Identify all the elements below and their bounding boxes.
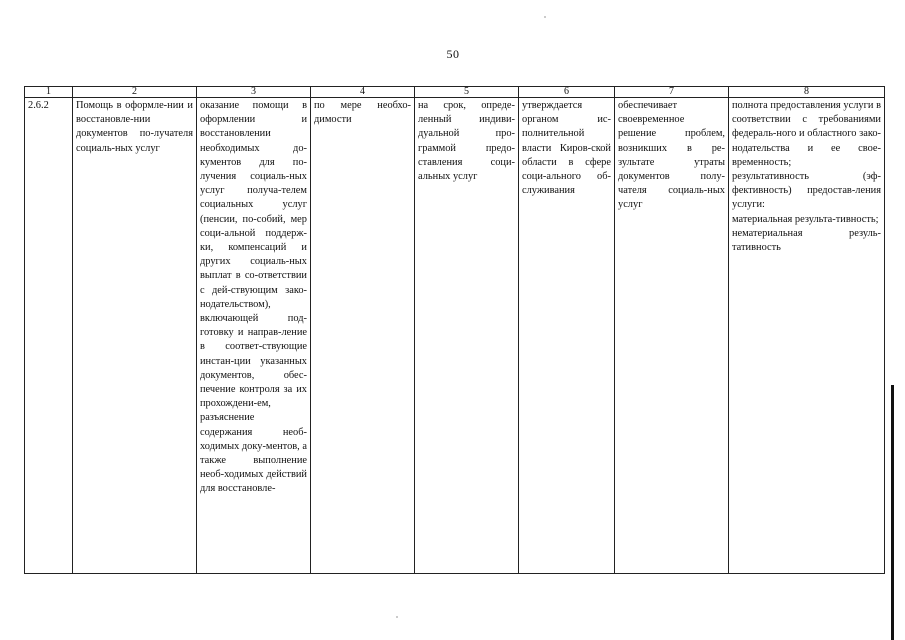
table-row <box>25 98 885 574</box>
column-number-cell: 3 <box>197 87 311 98</box>
column-number-cell: 2 <box>73 87 197 98</box>
column-number-cell: 1 <box>25 87 73 98</box>
column-number-row <box>25 87 885 98</box>
conditions-cell: обеспечивает своевременное решение проблем, возникших в ре-зультате утраты документов полу-чателя социаль-ных услуг <box>615 98 729 574</box>
quality-indicator-text: полнота предоставления услуги в соответствии с требованиями федераль-ного и областного зако-нодательства и ее свое-временность; <box>732 100 881 168</box>
scan-edge-shadow <box>891 385 894 640</box>
scan-speck <box>396 616 398 618</box>
service-code-cell: 2.6.2 <box>25 98 73 574</box>
quality-indicator-text: материальная результа-тивность; <box>732 213 879 225</box>
page-number: 50 <box>446 47 460 61</box>
norm-cell: утверждается органом ис-полнительной власти Киров-ской области в сфере соци-ального об-служивания <box>519 98 615 574</box>
scan-speck <box>544 16 546 18</box>
term-cell: на срок, опреде-ленный индиви-дуальной про-граммой предо-ставления соци-альных услуг <box>415 98 519 574</box>
quality-indicator-text: нематериальная резуль-тативность <box>732 227 881 254</box>
services-table <box>24 86 885 574</box>
service-content-cell: оказание помощи в оформлении и восстановлении необходимых до-кументов для по-лучения социаль-ных услуг получа-телем социальных услуг (пенсии, по-собий, мер соци-альной поддерж-ки, компенсаций и других социаль-ных выплат в со-ответствии с дей-ствующим зако-нодательством), включающей под-готовку и направ-ление в соответ-ствующие инстан-ции указанных документов, обес-печение контроля за их прохождени-ем, разъяснение содержания необ-ходимых доку-ментов, а также выполнение необ-ходимых действий для восстановле- <box>197 98 311 574</box>
column-number-cell: 5 <box>415 87 519 98</box>
periodicity-cell: по мере необхо-димости <box>311 98 415 574</box>
service-name-cell: Помощь в оформле-нии и восстановле-нии документов по-лучателя социаль-ных услуг <box>73 98 197 574</box>
column-number-cell: 6 <box>519 87 615 98</box>
quality-indicator-text: результативность (эф-фективность) предостав-ления услуги: <box>732 171 881 211</box>
column-number-cell: 7 <box>615 87 729 98</box>
quality-indicators-cell <box>729 98 885 574</box>
column-number-cell: 4 <box>311 87 415 98</box>
column-number-cell: 8 <box>729 87 885 98</box>
